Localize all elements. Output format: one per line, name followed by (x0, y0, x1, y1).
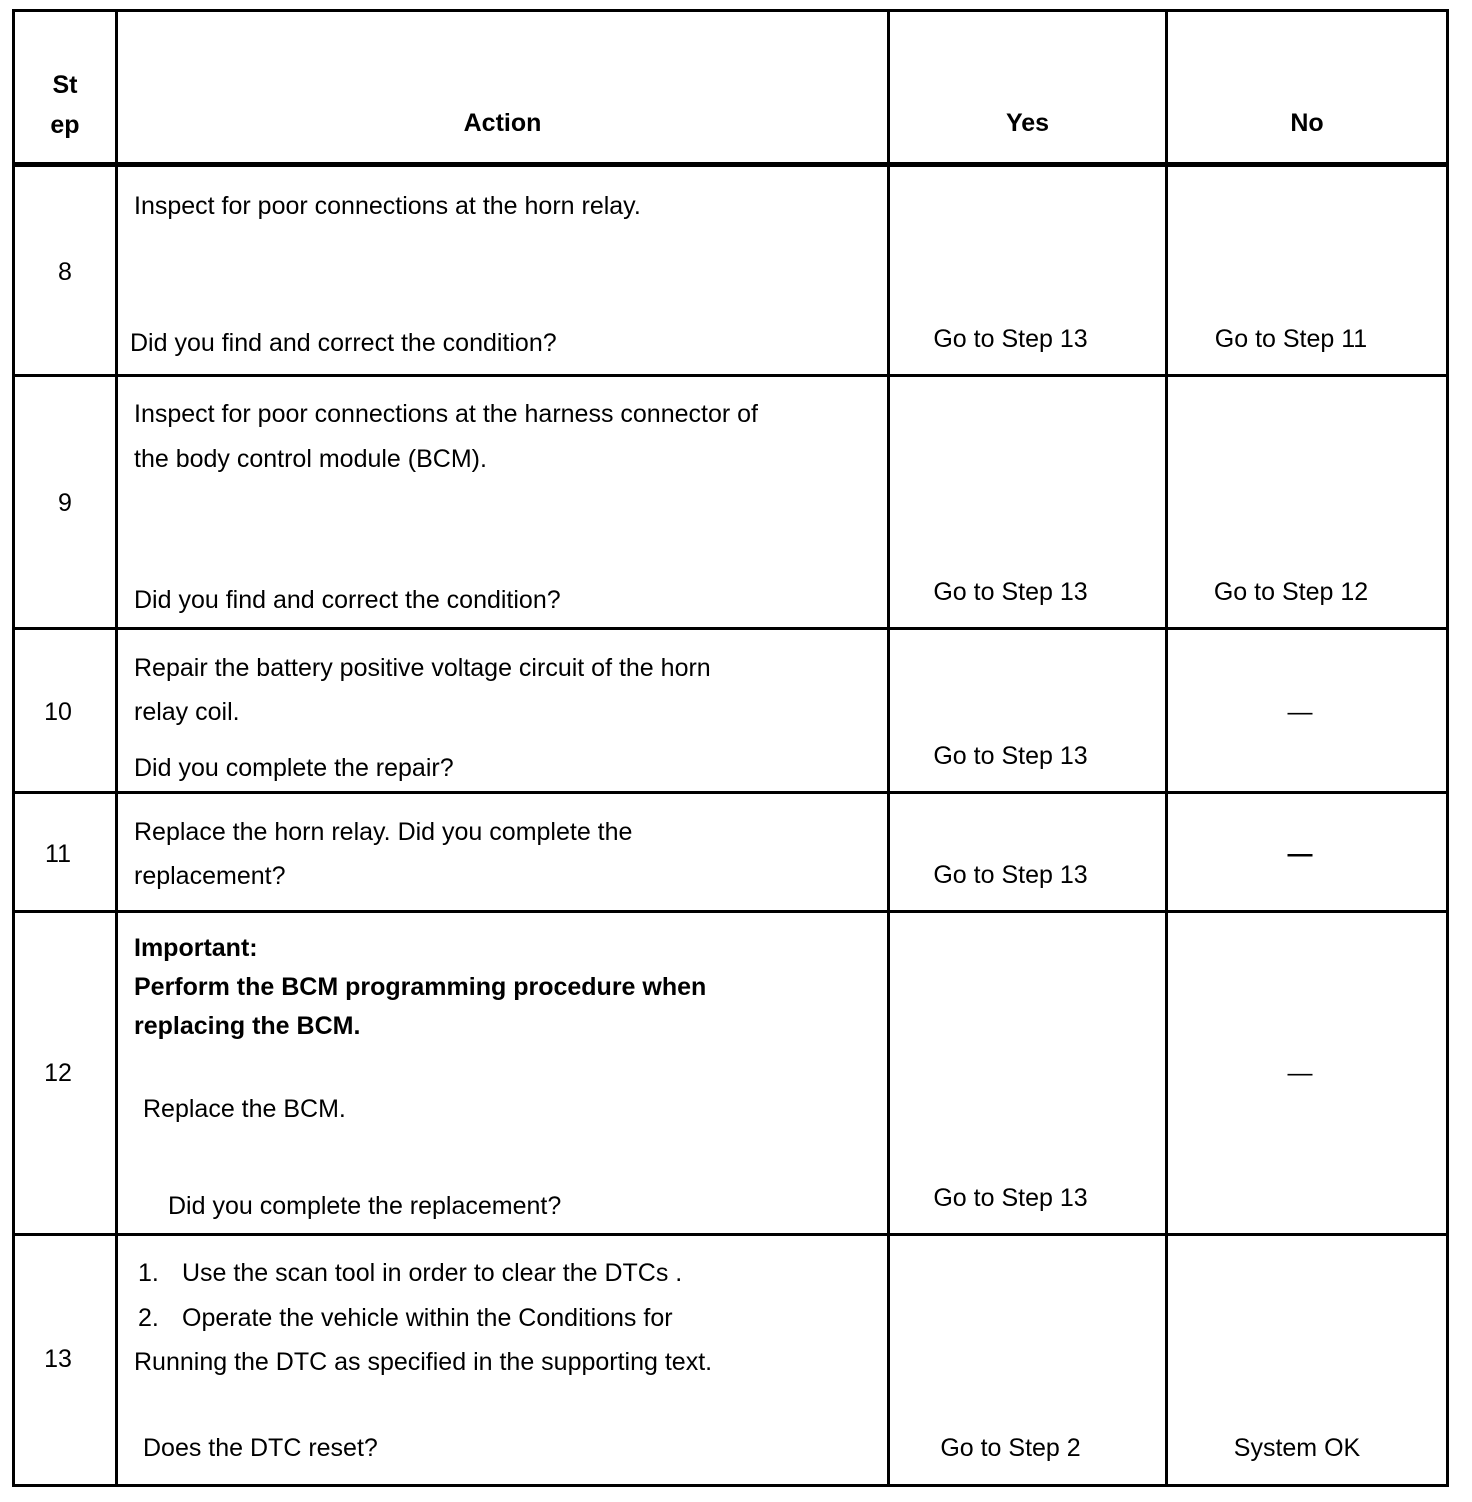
action-text-8-line1: Inspect for poor connections at the horn relay. (134, 192, 641, 220)
action-text-10-line2: relay coil. (134, 698, 240, 726)
action-text-11-line2: replacement? (134, 862, 286, 890)
important-note-line1: Perform the BCM programming procedure when (134, 973, 707, 1001)
column-divider-step (115, 9, 118, 1487)
header-yes: Yes (1005, 109, 1050, 137)
table-border-top (12, 9, 1449, 12)
step-number-12: 12 (44, 1059, 72, 1087)
row-divider-9 (12, 627, 1449, 630)
step-number-11: 11 (45, 840, 71, 868)
action-question-10: Did you complete the repair? (134, 754, 454, 782)
column-divider-yes (1165, 9, 1168, 1487)
yes-result-10: Go to Step 13 (933, 742, 1088, 770)
yes-result-13: Go to Step 2 (940, 1434, 1081, 1462)
table-border-bottom (12, 1484, 1449, 1487)
table-border-right (1446, 9, 1449, 1487)
step-number-9: 9 (58, 489, 72, 517)
yes-result-12: Go to Step 13 (933, 1184, 1088, 1212)
step-number-8: 8 (58, 258, 72, 286)
no-result-10: — (1287, 698, 1313, 726)
important-note-line2: replacing the BCM. (134, 1012, 361, 1040)
header-step-line2: ep (50, 111, 80, 139)
list-item-2: Operate the vehicle within the Conditions for (182, 1304, 673, 1332)
action-question-9: Did you find and correct the condition? (134, 586, 561, 614)
yes-result-8: Go to Step 13 (933, 325, 1088, 353)
no-result-12: — (1287, 1059, 1313, 1087)
list-item-1: Use the scan tool in order to clear the DTCs . (182, 1259, 683, 1287)
no-result-13: System OK (1233, 1434, 1361, 1462)
action-text-11-line1: Replace the horn relay. Did you complete the (134, 818, 633, 846)
row-divider-12 (12, 1233, 1449, 1236)
header-step-line1: St (52, 71, 78, 99)
action-question-8: Did you find and correct the condition? (130, 329, 557, 357)
list-number-2: 2. (138, 1304, 159, 1332)
step-number-13: 13 (44, 1345, 72, 1373)
action-text-9-line2: the body control module (BCM). (134, 445, 487, 473)
header-no: No (1290, 109, 1324, 137)
action-question-12: Did you complete the replacement? (168, 1192, 562, 1220)
important-label: Important: (134, 934, 258, 962)
action-question-13: Does the DTC reset? (143, 1434, 378, 1462)
action-text-12: Replace the BCM. (143, 1095, 346, 1123)
row-divider-10 (12, 791, 1449, 794)
list-item-2-continuation: Running the DTC as specified in the supporting text. (134, 1348, 713, 1376)
header-divider (12, 162, 1449, 167)
list-number-1: 1. (138, 1259, 159, 1287)
no-result-11: — (1287, 840, 1313, 868)
header-action: Action (463, 109, 542, 137)
no-result-9: Go to Step 12 (1213, 578, 1369, 606)
yes-result-11: Go to Step 13 (933, 861, 1088, 889)
action-text-10-line1: Repair the battery positive voltage circuit of the horn (134, 654, 711, 682)
row-divider-11 (12, 910, 1449, 913)
no-result-8: Go to Step 11 (1214, 325, 1368, 353)
table-border-left (12, 9, 15, 1487)
row-divider-8 (12, 374, 1449, 377)
action-text-9-line1: Inspect for poor connections at the harness connector of (134, 400, 758, 428)
step-number-10: 10 (44, 698, 72, 726)
yes-result-9: Go to Step 13 (933, 578, 1088, 606)
